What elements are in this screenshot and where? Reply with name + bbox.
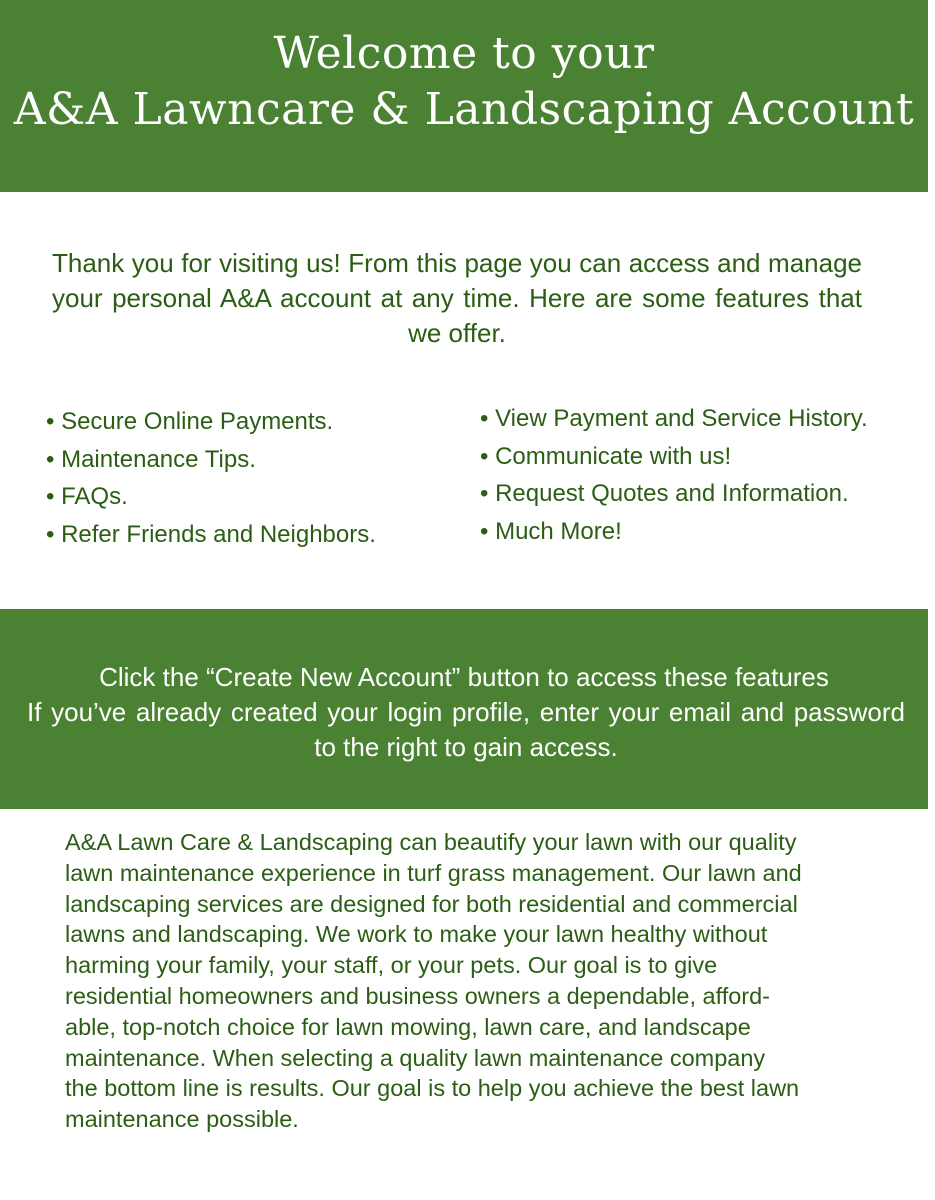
about-line: harming your family, your staff, or your pets. Our goal is to give	[65, 952, 718, 979]
about-line: lawn maintenance experience in turf grass management. Our lawn and	[65, 859, 802, 886]
welcome-banner	[0, 0, 928, 192]
features-list-left	[46, 403, 376, 553]
feature-item: • Maintenance Tips.	[46, 441, 376, 479]
welcome-title-line2: A&A Lawncare & Landscaping Account	[13, 84, 915, 135]
cta-line1: Click the “Create New Account” button to access these features	[99, 662, 829, 692]
feature-item: • View Payment and Service History.	[480, 400, 868, 438]
about-line: maintenance possible.	[65, 1106, 299, 1133]
about-line: A&A Lawn Care & Landscaping can beautify your lawn with our quality	[65, 829, 797, 855]
feature-item: • Communicate with us!	[480, 438, 868, 476]
about-line: landscaping services are designed for both residential and commercial	[65, 890, 798, 917]
welcome-title-line1: Welcome to your	[273, 28, 655, 79]
about-line: the bottom line is results. Our goal is to help you achieve the best lawn	[65, 1075, 800, 1102]
feature-item: • FAQs.	[46, 478, 376, 516]
about-line: able, top-notch choice for lawn mowing, lawn care, and landscape	[65, 1013, 751, 1040]
cta-banner	[0, 609, 928, 809]
about-line: lawns and landscaping. We work to make your lawn healthy without	[65, 921, 768, 948]
intro-text: Thank you for visiting us! From this page you can access and manage your personal A&A account at any time. Here are some features that we offer.	[52, 248, 862, 348]
about-paragraph	[65, 827, 875, 1135]
features-list-right	[480, 400, 868, 550]
about-line: maintenance. When selecting a quality lawn maintenance company	[65, 1044, 766, 1071]
feature-item: • Much More!	[480, 513, 868, 551]
feature-item: • Request Quotes and Information.	[480, 475, 868, 513]
feature-item: • Secure Online Payments.	[46, 403, 376, 441]
feature-item: • Refer Friends and Neighbors.	[46, 516, 376, 554]
cta-line2: If you’ve already created your login profile, enter your email and password to the right to gain access.	[27, 697, 905, 762]
about-line: residential homeowners and business owners a dependable, afford-	[65, 982, 771, 1009]
